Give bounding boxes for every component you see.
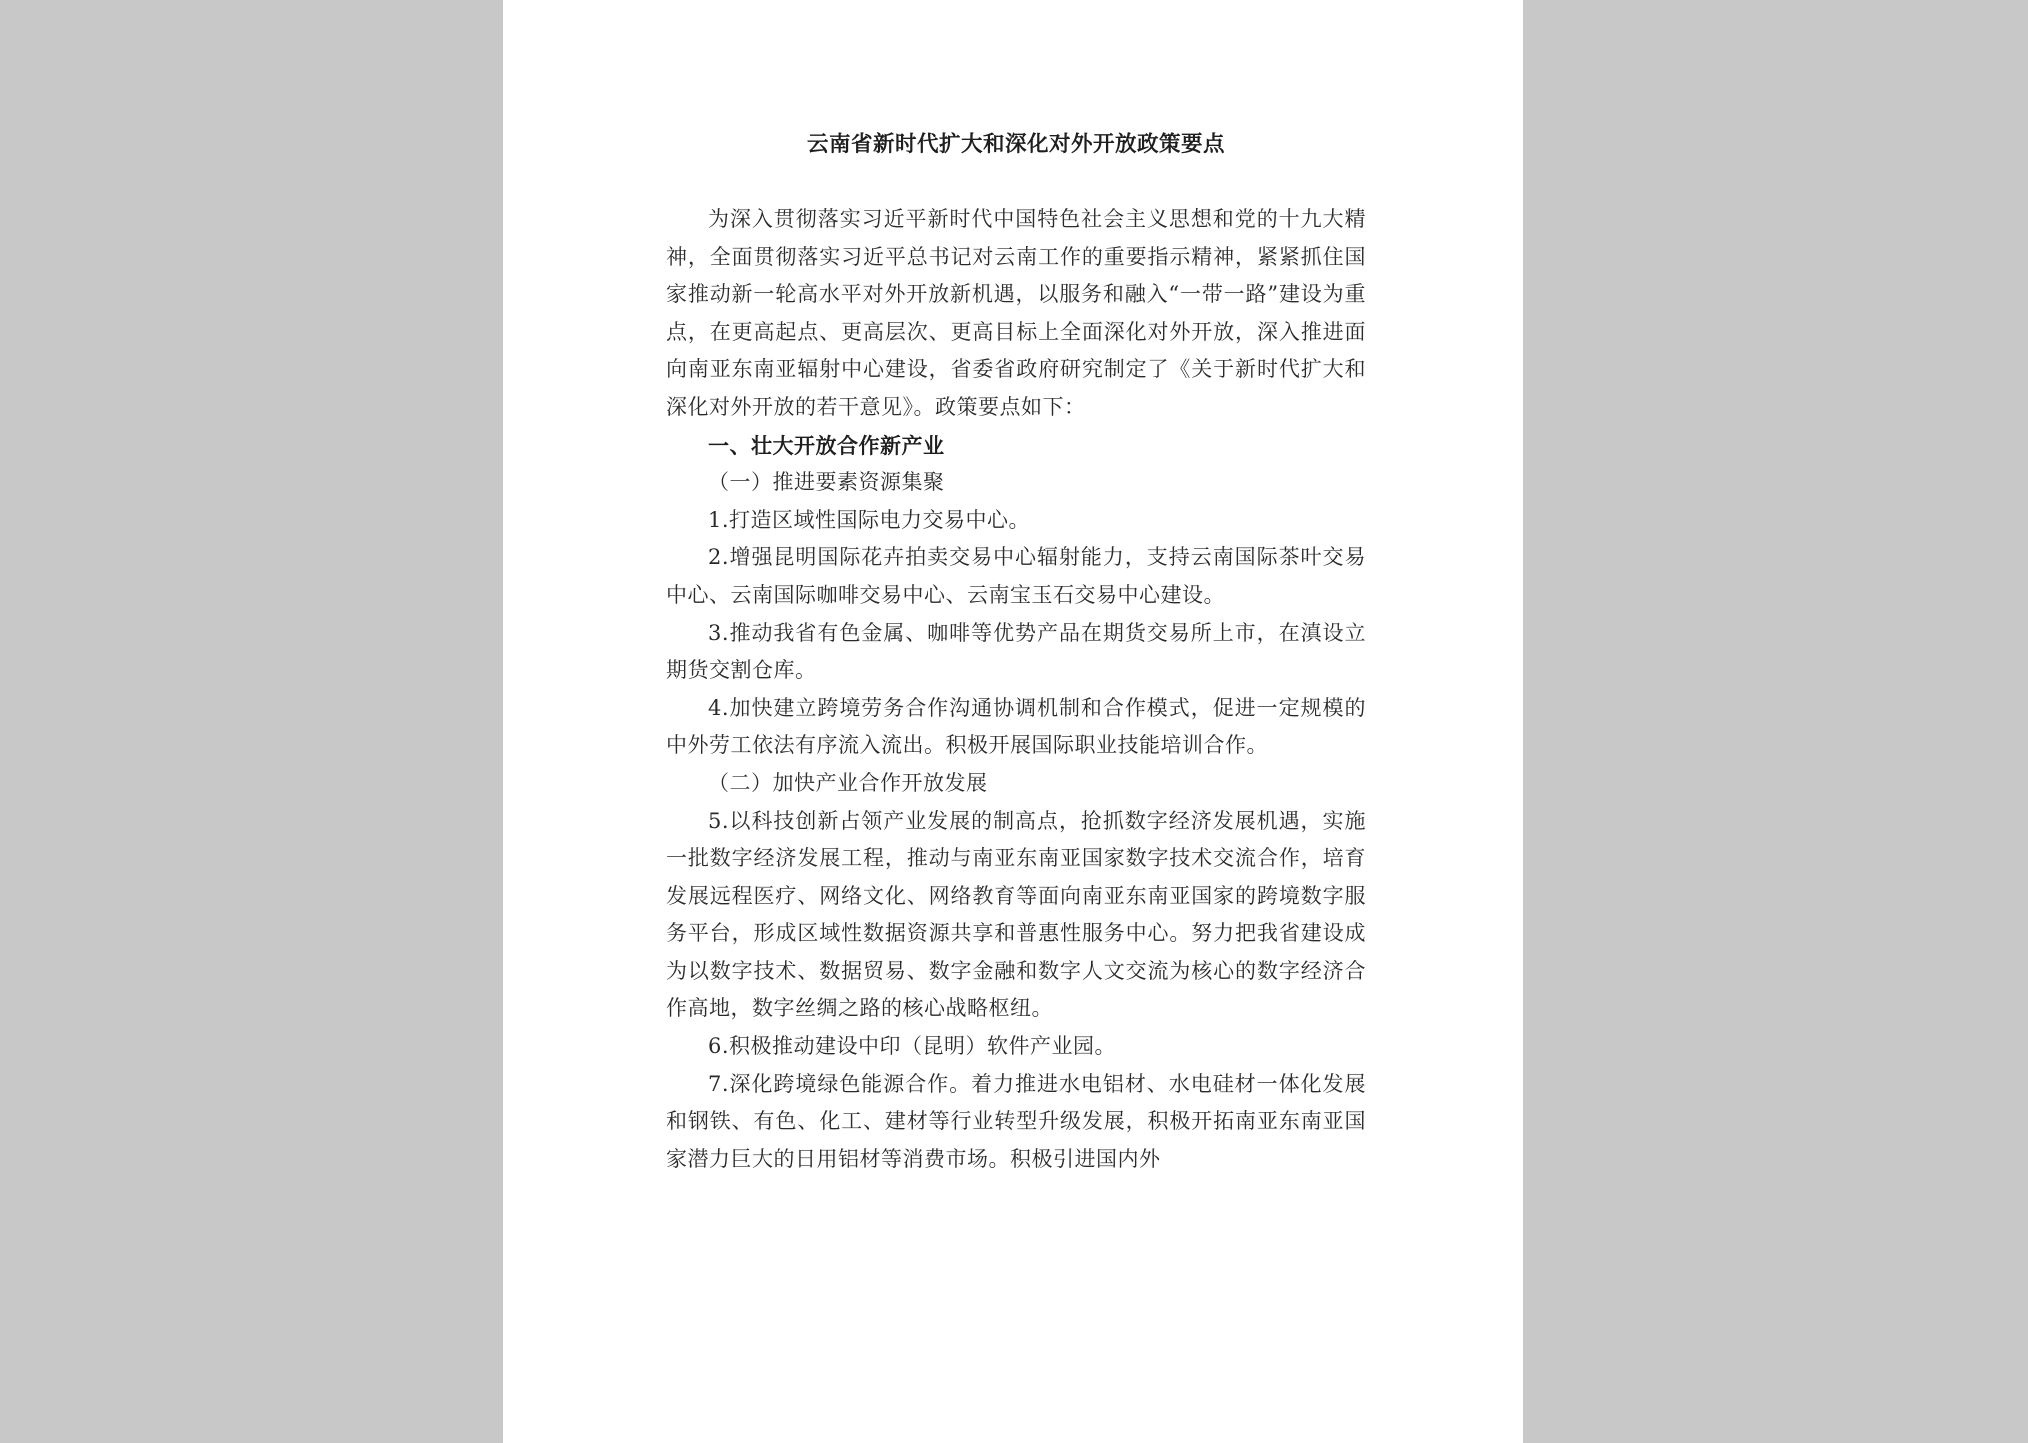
document-content (666, 125, 1366, 1178)
document-page (503, 0, 1523, 1443)
subsection-heading-2: （二）加快产业合作开放发展 (708, 770, 988, 795)
intro-paragraph: 为深入贯彻落实习近平新时代中国特色社会主义思想和党的十九大精神，全面贯彻落实习近平总书记对云南工作的重要指示精神，紧紧抓住国家推动新一轮高水平对外开放新机遇，以服务和融入“一带一路”建设为重点，在更高起点、更高层次、更高目标上全面深化对外开放，深入推进面向南亚东南亚辐射中心建设，省委省政府研究制定了《关于新时代扩大和深化对外开放的若干意见》。政策要点如下： (666, 207, 1366, 419)
list-item: 3.推动我省有色金属、咖啡等优势产品在期货交易所上市，在滇设立期货交割仓库。 (666, 620, 1366, 683)
list-item: 7.深化跨境绿色能源合作。着力推进水电铝材、水电硅材一体化发展和钢铁、有色、化工、建材等行业转型升级发展，积极开拓南亚东南亚国家潜力巨大的日用铝材等消费市场。积极引进国内外 (666, 1071, 1366, 1171)
subsection-heading-1: （一）推进要素资源集聚 (708, 470, 945, 495)
list-item: 5.以科技创新占领产业发展的制高点，抢抓数字经济发展机遇，实施一批数字经济发展工程，推动与南亚东南亚国家数字技术交流合作，培育发展远程医疗、网络文化、网络教育等面向南亚东南亚国家的跨境数字服务平台，形成区域性数据资源共享和普惠性服务中心。努力把我省建设成为以数字技术、数据贸易、数字金融和数字人文交流为核心的数字经济合作高地，数字丝绸之路的核心战略枢纽。 (666, 808, 1366, 1021)
list-item: 4.加快建立跨境劳务合作沟通协调机制和合作模式，促进一定规模的中外劳工依法有序流入流出。积极开展国际职业技能培训合作。 (666, 695, 1366, 758)
section-heading-1: 一、壮大开放合作新产业 (708, 432, 945, 458)
document-title: 云南省新时代扩大和深化对外开放政策要点 (806, 132, 1225, 157)
list-item: 6.积极推动建设中印（昆明）软件产业园。 (708, 1034, 1117, 1059)
list-item: 1.打造区域性国际电力交易中心。 (708, 507, 1031, 532)
list-item: 2.增强昆明国际花卉拍卖交易中心辐射能力，支持云南国际茶叶交易中心、云南国际咖啡交易中心、云南宝玉石交易中心建设。 (666, 545, 1366, 607)
